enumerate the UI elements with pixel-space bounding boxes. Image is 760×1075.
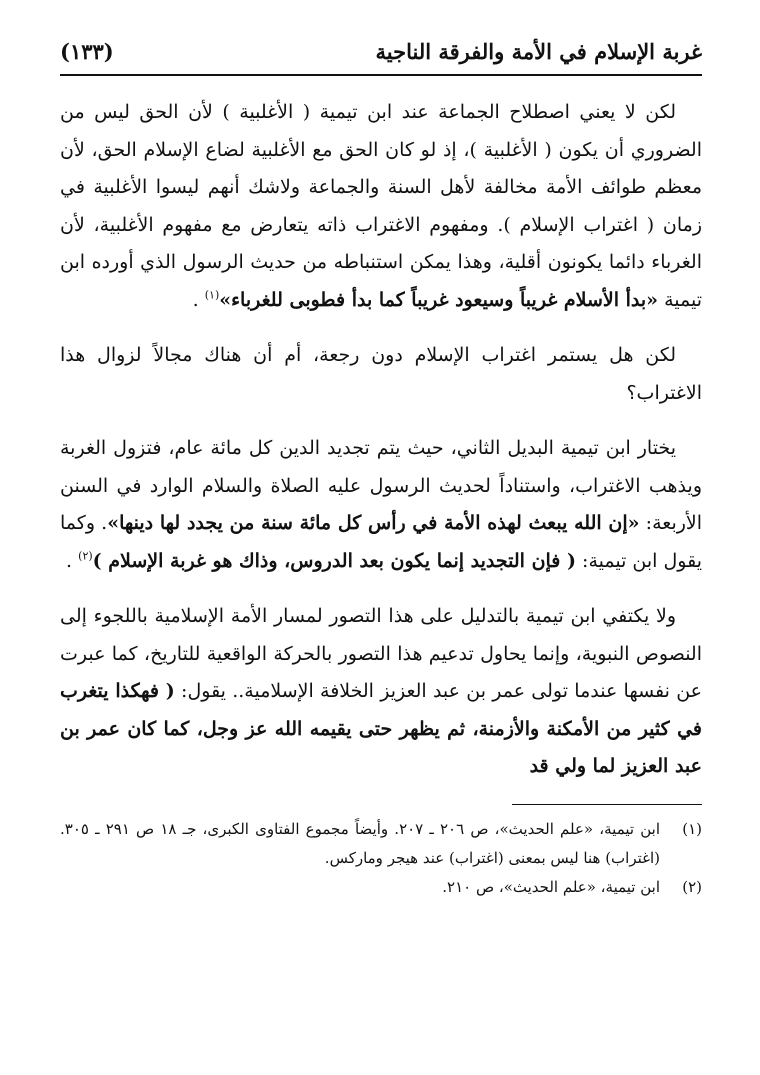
ibn-taymiyya-quote-2: ( فهكذا يتغرب في كثير من الأمكنة والأزمنة، ثم يظهر حتى يقيمه الله عز وجل، كما كان عمر بن عبد العزيز لما ولي قد: [60, 680, 702, 777]
footnote-1: [60, 815, 702, 873]
paragraph-2-text: لكن هل يستمر اغتراب الإسلام دون رجعة، أم أن هناك مجالاً لزوال هذا الاغتراب؟: [60, 344, 702, 404]
footnote-2-text: ابن تيمية، «علم الحديث»، ص ٢١٠.: [442, 877, 660, 896]
header-rule: [60, 74, 702, 76]
footnote-rule: [512, 804, 702, 805]
book-page: [60, 30, 702, 902]
running-title: غربة الإسلام في الأمة والفرقة الناجية: [375, 39, 702, 64]
footnote-1-number: (١): [682, 819, 702, 838]
paragraph-2: [60, 337, 702, 412]
page-number: (١٣٣): [60, 39, 114, 64]
paragraph-1-text: لكن لا يعني اصطلاح الجماعة عند ابن تيمية ( الأغلبية ) لأن الحق ليس من الضروري أن يكون ( الأغلبية )، إذ لو كان الحق مع الأغلبية لضاع الإسلام الحق، لأن معظم طوائف الأمة مخالفة لأهل السنة والجماعة ولاشك أنهم ليسوا الأغلبية في زمان ( اغتراب الإسلام ). ومفهوم الاغتراب ذاته يتعارض مع مفهوم الأغلبية، لأن الغرباء دائما يكونون أقلية، وهذا يمكن استنباطه من حديث الرسول الذي أورده ابن تيمية: [60, 101, 702, 311]
paragraph-3-text-b: . وكما يقول ابن تيمية:: [60, 512, 702, 572]
footnote-ref-2[interactable]: (٢): [78, 549, 93, 563]
hadith-quote-2: «إن الله يبعث لهذه الأمة في رأس كل مائة سنة من يجدد لها دينها»: [107, 512, 640, 534]
paragraph-1: [60, 94, 702, 319]
running-header: [60, 30, 702, 74]
footnote-1-text: ابن تيمية، «علم الحديث»، ص ٢٠٦ ـ ٢٠٧. وأيضاً مجموع الفتاوى الكبرى، جـ ١٨ ص ٢٩١ ـ ٣٠٥. (اغتراب) هنا ليس بمعنى (اغتراب) عند هيجر وماركس.: [60, 819, 661, 867]
hadith-quote-1: «بدأ الأسلام غريباً وسيعود غريباً كما بدأ فطوبى للغرباء»: [219, 288, 659, 311]
footnote-2: [60, 873, 702, 902]
footnote-2-number: (٢): [682, 877, 702, 896]
ibn-taymiyya-quote-1: ( فإن التجديد إنما يكون بعد الدروس، وذاك هو غربة الإسلام ): [92, 549, 576, 572]
paragraph-1-end: .: [192, 288, 205, 311]
paragraph-3: [60, 430, 702, 580]
footnote-ref-1[interactable]: (١): [204, 288, 220, 302]
paragraph-4: [60, 598, 702, 786]
paragraph-4-text: ولا يكتفي ابن تيمية بالتدليل على هذا التصور لمسار الأمة الإسلامية باللجوء إلى النصوص النبوية، وإنما يحاول تدعيم هذا التصور بالحركة الواقعية للتاريخ، كما عبرت عن نفسها عندما تولى عمر بن عبد العزيز الخلافة الإسلامية.. يقول:: [60, 605, 702, 702]
paragraph-3-text-a: يختار ابن تيمية البديل الثاني، حيث يتم تجديد الدين كل مائة عام، فتزول الغربة ويذهب الاغتراب، واستناداً لحديث الرسول عليه الصلاة والسلام الوارد في السنن الأربعة:: [60, 437, 703, 534]
paragraph-3-end: .: [66, 549, 79, 572]
